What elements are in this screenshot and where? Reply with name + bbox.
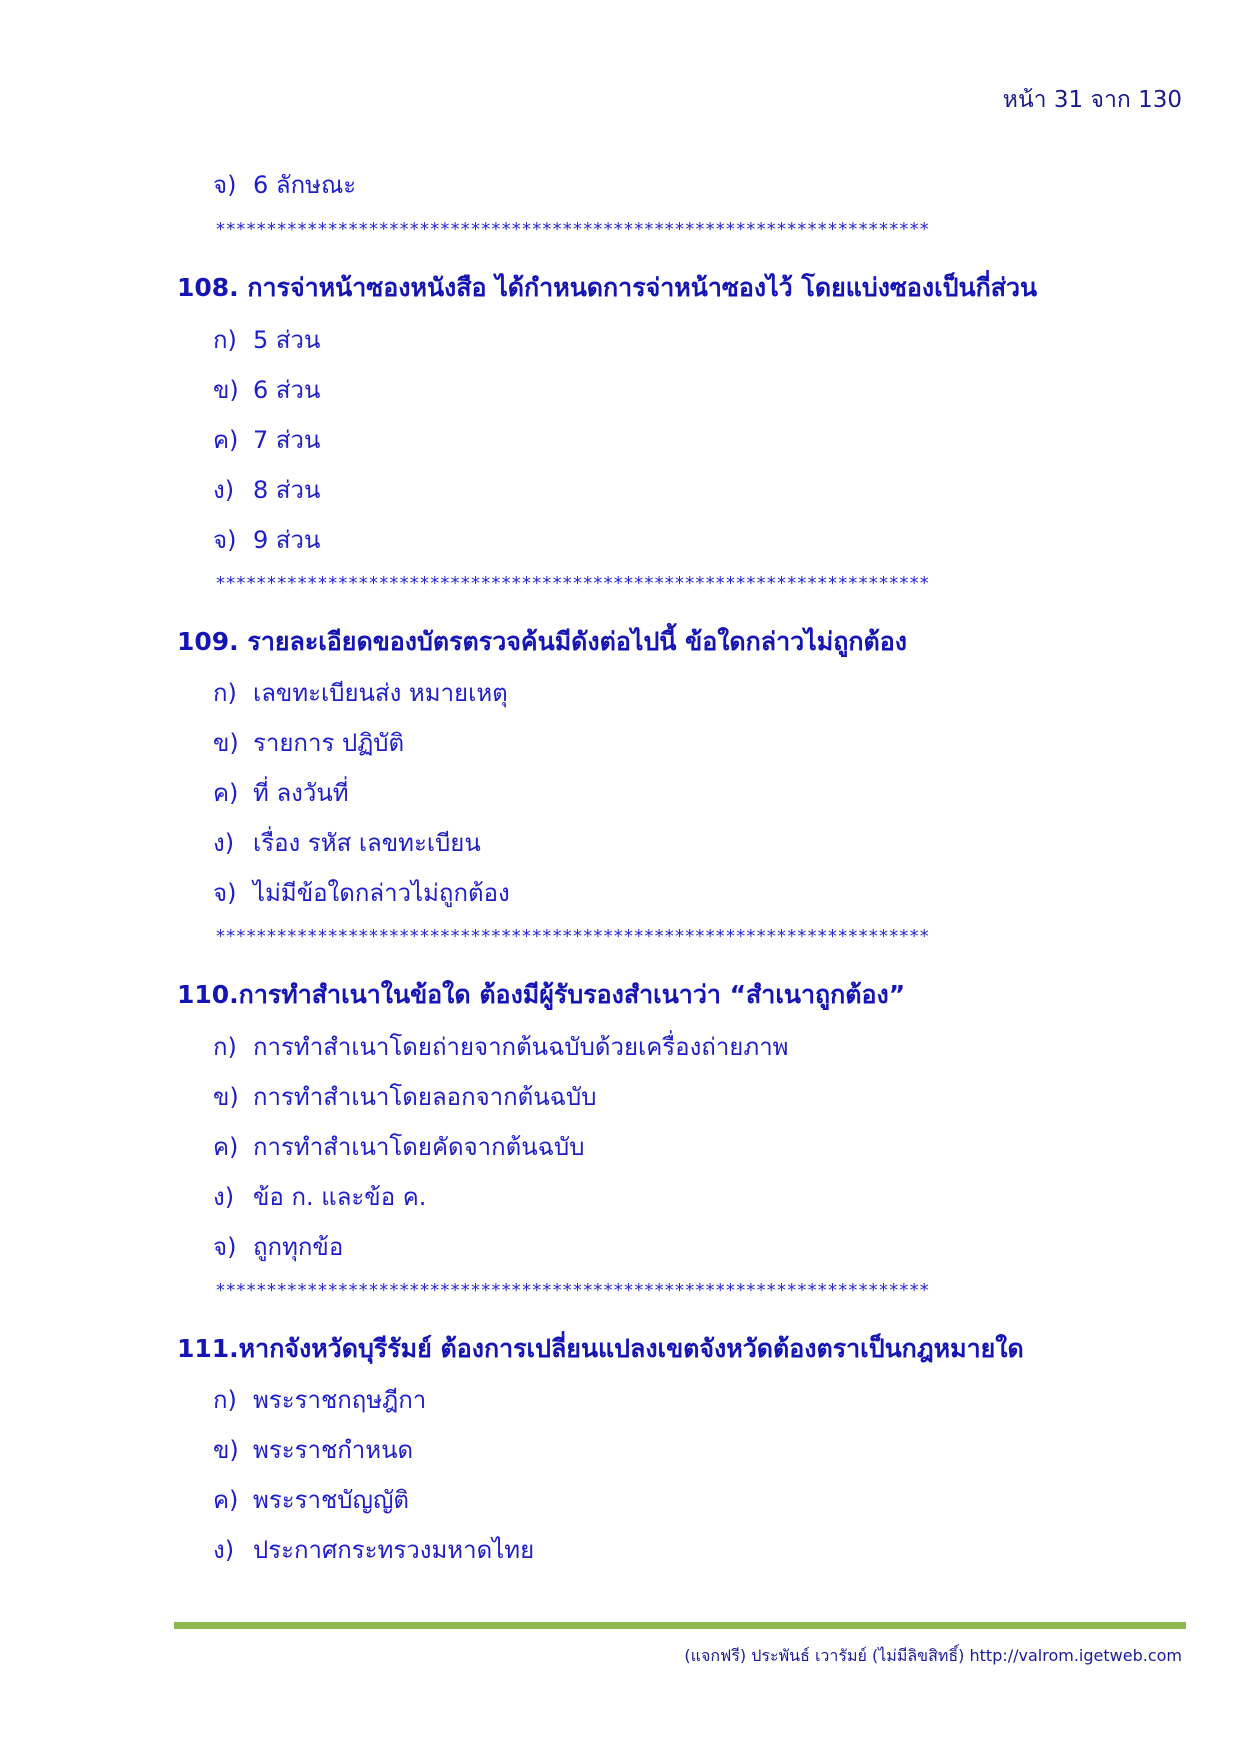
footer-divider (174, 1622, 1186, 1629)
option-text: ประกาศกระทรวงมหาดไทย (253, 1536, 535, 1564)
option-item (213, 1430, 413, 1469)
option-text: ที่ ลงวันที่ (253, 779, 349, 807)
option-text: พระราชบัญญัติ (253, 1486, 409, 1514)
option-label: ค) (213, 426, 239, 454)
option-text: เรื่อง รหัส เลขทะเบียน (253, 829, 481, 857)
option-text: 5 ส่วน (253, 326, 321, 354)
option-item (213, 320, 320, 359)
option-item (213, 1480, 409, 1519)
option-label: ค) (213, 1486, 239, 1514)
option-text: 9 ส่วน (253, 526, 321, 554)
question-title: 111.หากจังหวัดบุรีรัมย์ ต้องการเปลี่ยนแปลงเขตจังหวัดต้องตราเป็นกฎหมายใด (177, 1334, 1024, 1363)
option-text: ข้อ ก. และข้อ ค. (253, 1183, 427, 1211)
option-label: ข) (213, 1083, 239, 1111)
option-label: ค) (213, 779, 239, 807)
option-item (213, 165, 356, 204)
option-label: ข) (213, 1436, 239, 1464)
option-text: พระราชกฤษฎีกา (253, 1386, 427, 1414)
option-label: ค) (213, 1133, 239, 1161)
option-item (213, 773, 349, 812)
option-text: การทำสำเนาโดยถ่ายจากต้นฉบับด้วยเครื่องถ่ายภาพ (253, 1033, 789, 1061)
option-text: รายการ ปฏิบัติ (253, 729, 405, 757)
option-text: 8 ส่วน (253, 476, 321, 504)
option-label: จ) (213, 171, 237, 199)
option-item (213, 470, 320, 509)
option-item (213, 1227, 343, 1266)
option-label: ก) (213, 326, 237, 354)
option-text: 6 ลักษณะ (253, 171, 357, 199)
option-text: การทำสำเนาโดยคัดจากต้นฉบับ (253, 1133, 585, 1161)
option-label: ง) (213, 1536, 235, 1564)
separator: ********************************************************************** (216, 926, 930, 947)
footer-credit: (แจกฟรี) ประพันธ์ เวารัมย์ (ไม่มีลิขสิทธิ์) http://valrom.igetweb.com (684, 1646, 1182, 1665)
option-label: ง) (213, 476, 235, 504)
option-text: ถูกทุกข้อ (253, 1233, 344, 1261)
option-text: ไม่มีข้อใดกล่าวไม่ถูกต้อง (253, 879, 510, 907)
option-label: จ) (213, 1233, 237, 1261)
option-label: ก) (213, 1386, 237, 1414)
option-text: การทำสำเนาโดยลอกจากต้นฉบับ (253, 1083, 597, 1111)
option-item (213, 873, 510, 912)
option-item (213, 1177, 426, 1216)
option-label: ง) (213, 829, 235, 857)
option-item (213, 370, 320, 409)
question-title: 109. รายละเอียดของบัตรตรวจค้นมีดังต่อไปนี้ ข้อใดกล่าวไม่ถูกต้อง (177, 627, 907, 656)
option-item (213, 823, 481, 862)
separator: ********************************************************************** (216, 1280, 930, 1301)
option-text: พระราชกำหนด (253, 1436, 414, 1464)
option-item (213, 1530, 534, 1569)
option-item (213, 673, 508, 712)
separator: ********************************************************************** (216, 573, 930, 594)
option-label: จ) (213, 526, 237, 554)
option-text: 6 ส่วน (253, 376, 321, 404)
page-header: หน้า 31 จาก 130 (1002, 87, 1182, 113)
option-item (213, 1027, 789, 1066)
option-label: ข) (213, 729, 239, 757)
option-label: ง) (213, 1183, 235, 1211)
option-label: ก) (213, 1033, 237, 1061)
option-label: ก) (213, 679, 237, 707)
option-text: 7 ส่วน (253, 426, 321, 454)
option-item (213, 723, 404, 762)
separator: ********************************************************************** (216, 219, 930, 240)
option-item (213, 520, 320, 559)
option-item (213, 1127, 584, 1166)
option-item (213, 1380, 426, 1419)
option-item (213, 420, 320, 459)
option-text: เลขทะเบียนส่ง หมายเหตุ (253, 679, 508, 707)
question-title: 110.การทำสำเนาในข้อใด ต้องมีผู้รับรองสำเนาว่า “สำเนาถูกต้อง” (177, 980, 906, 1009)
question-title: 108. การจ่าหน้าซองหนังสือ ได้กำหนดการจ่าหน้าซองไว้ โดยแบ่งซองเป็นกี่ส่วน (177, 273, 1038, 302)
option-label: จ) (213, 879, 237, 907)
option-label: ข) (213, 376, 239, 404)
option-item (213, 1077, 596, 1116)
